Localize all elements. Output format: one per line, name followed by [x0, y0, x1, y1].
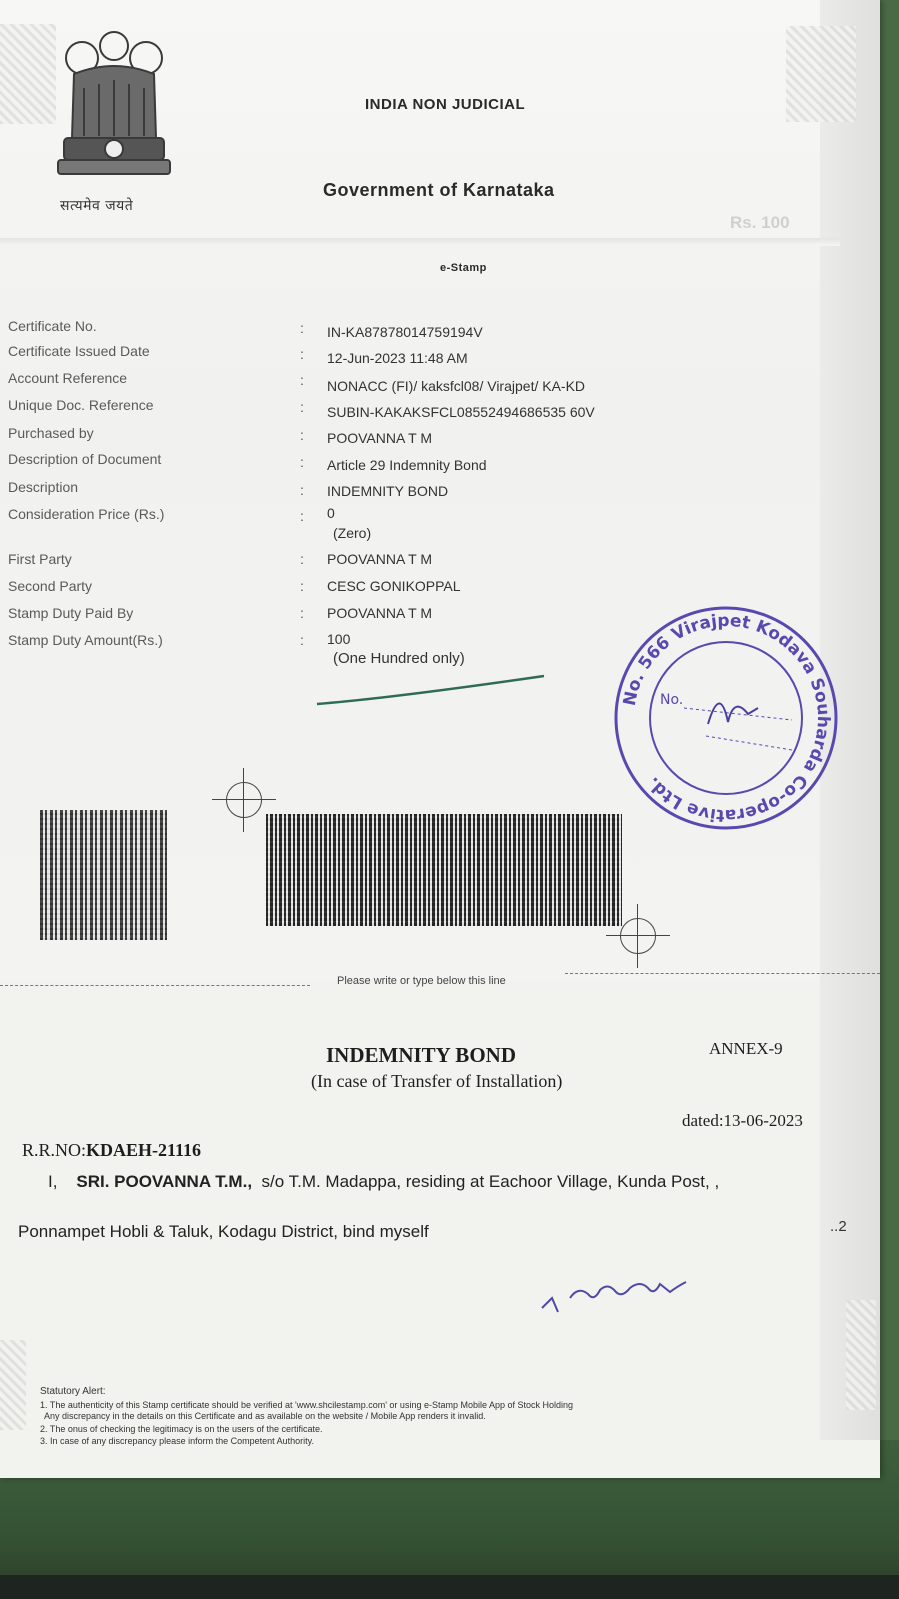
- consideration-price-label: Consideration Price (Rs.): [8, 506, 165, 522]
- security-pattern-bottom-right: [846, 1300, 876, 1410]
- statutory-item: 2. The onus of checking the legitimacy is on the users of the certificate.: [40, 1424, 323, 1434]
- certificate-no-value: IN-KA87878014759194V: [327, 324, 483, 340]
- write-below-line-left: [0, 985, 310, 986]
- account-reference-value: NONACC (FI)/ kaksfcl08/ Virajpet/ KA-KD: [327, 378, 586, 394]
- write-below-line-right: [565, 973, 880, 974]
- colon: :: [300, 508, 304, 524]
- rr-no: [22, 1140, 201, 1161]
- statutory-item: Any discrepancy in the details on this Certificate and as available on the website / Mobile App renders it invalid.: [44, 1411, 486, 1421]
- unique-doc-reference-label: Unique Doc. Reference: [8, 397, 154, 413]
- header-band: [0, 238, 840, 246]
- bond-subtitle: (In case of Transfer of Installation): [311, 1071, 563, 1091]
- security-pattern-right: [786, 26, 856, 122]
- second-party-label: Second Party: [8, 578, 93, 594]
- qr-code: [40, 810, 167, 940]
- rr-no-value: KDAEH-21116: [86, 1140, 202, 1160]
- government-heading: Government of Karnataka: [323, 180, 555, 200]
- statutory-alert-title: Statutory Alert:: [40, 1386, 106, 1397]
- stamp-duty-paid-by-value: POOVANNA T M: [327, 605, 433, 621]
- description-label: Description: [8, 479, 79, 495]
- issued-date-value: 12-Jun-2023 11:48 AM: [327, 350, 468, 366]
- consideration-price-words: (Zero): [333, 525, 372, 541]
- purchased-by-label: Purchased by: [8, 425, 94, 441]
- security-pattern-bottom-left: [0, 1340, 26, 1430]
- background-edge: [0, 1575, 899, 1599]
- seal-no-label: No.: [660, 692, 684, 708]
- bond-line-2: Ponnampet Hobli & Taluk, Kodagu District, bind myself: [18, 1222, 429, 1241]
- colon: :: [300, 427, 304, 443]
- signature: [536, 1268, 696, 1324]
- account-reference-label: Account Reference: [8, 370, 128, 386]
- first-party-value: POOVANNA T M: [327, 551, 433, 567]
- stamp-duty-amount-value: 100: [327, 631, 351, 647]
- bond-line-1: [48, 1172, 719, 1192]
- colon: :: [300, 632, 304, 648]
- estamp-heading: e-Stamp: [440, 262, 487, 274]
- annex-label: ANNEX-9: [709, 1039, 783, 1058]
- stamp-duty-paid-by-label: Stamp Duty Paid By: [8, 605, 134, 621]
- pen-underline: [312, 670, 552, 710]
- colon: :: [300, 320, 304, 336]
- stamp-duty-amount-words: (One Hundred only): [333, 650, 465, 667]
- bond-line-1-rest: s/o T.M. Madappa, residing at Eachoor Village, Kunda Post, ,: [261, 1172, 720, 1191]
- description-of-document-label: Description of Document: [8, 451, 162, 467]
- bond-line-1-prefix: I,: [48, 1172, 58, 1191]
- bond-title: INDEMNITY BOND: [326, 1043, 516, 1067]
- colon: :: [300, 605, 304, 621]
- description-value: INDEMNITY BOND: [327, 483, 449, 499]
- purchased-by-value: POOVANNA T M: [327, 430, 433, 446]
- page-marker: ..2: [830, 1218, 847, 1235]
- certificate-no-label: Certificate No.: [8, 318, 97, 334]
- second-party-value: CESC GONIKOPPAL: [327, 578, 461, 594]
- colon: :: [300, 454, 304, 470]
- colon: :: [300, 551, 304, 567]
- colon: :: [300, 482, 304, 498]
- bond-date: dated:13-06-2023: [682, 1111, 803, 1130]
- national-emblem-icon: [44, 18, 184, 218]
- colon: :: [300, 578, 304, 594]
- seal-arc-text: No. 566 Virajpet Kodava Souharda Co-operative Ltd.: [619, 610, 834, 826]
- colon: :: [300, 372, 304, 388]
- unique-doc-reference-value: SUBIN-KAKAKSFCL08552494686535 60V: [327, 404, 595, 420]
- india-non-judicial-heading: INDIA NON JUDICIAL: [365, 96, 526, 113]
- consideration-price-value: 0: [327, 505, 335, 521]
- statutory-item: 3. In case of any discrepancy please inform the Competent Authority.: [40, 1436, 314, 1446]
- barcode-2d: [266, 814, 622, 926]
- cooperative-seal-stamp: [612, 604, 840, 832]
- rr-no-label: R.R.NO:: [22, 1140, 87, 1160]
- first-party-label: First Party: [8, 551, 72, 567]
- issued-date-label: Certificate Issued Date: [8, 343, 150, 359]
- colon: :: [300, 346, 304, 362]
- write-below-notice: Please write or type below this line: [337, 975, 506, 987]
- description-of-document-value: Article 29 Indemnity Bond: [327, 457, 487, 473]
- stamp-duty-amount-label: Stamp Duty Amount(Rs.): [8, 632, 163, 648]
- statutory-item: 1. The authenticity of this Stamp certificate should be verified at 'www.shcilestamp.com' or using e-Stamp Mobile App of Stock Holding: [40, 1400, 574, 1410]
- rs-watermark: Rs. 100: [730, 213, 790, 232]
- colon: :: [300, 399, 304, 415]
- emblem-motto: सत्यमेव जयते: [60, 198, 134, 214]
- obligor-name: SRI. POOVANNA T.M.,: [76, 1172, 253, 1191]
